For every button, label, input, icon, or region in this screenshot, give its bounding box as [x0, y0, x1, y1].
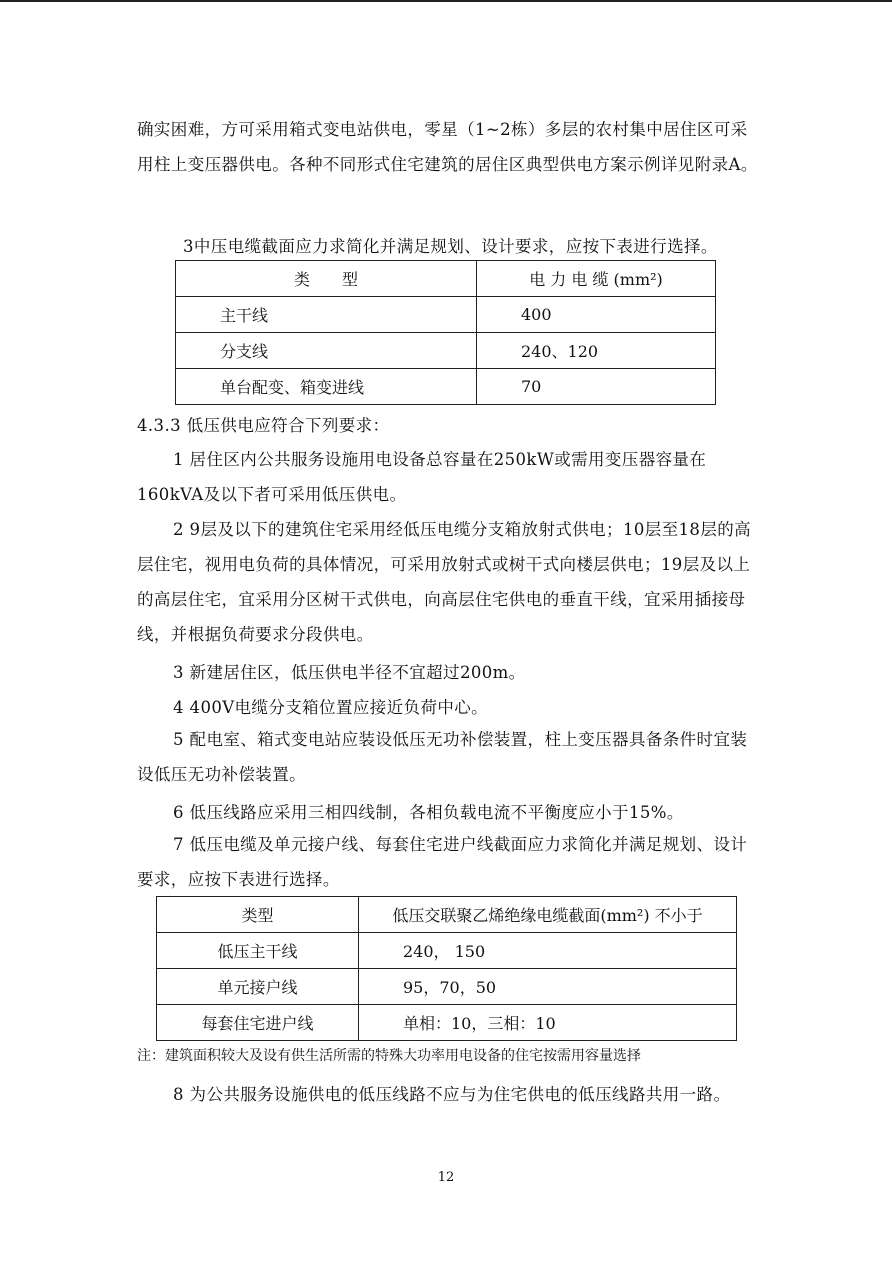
- paragraph-intro: 确实困难，方可采用箱式变电站供电，零星（1~2栋）多层的农村集中居住区可采用柱上变压器供电。各种不同形式住宅建筑的居住区典型供电方案示例详见附录A。: [137, 120, 758, 174]
- table-row: [176, 333, 716, 369]
- list-item-8: 8 为公共服务设施供电的低压线路不应与为住宅供电的低压线路共用一路。: [173, 1085, 731, 1104]
- table-cell-type: 单台配变、箱变进线: [176, 369, 477, 405]
- list-item-2: 2 9层及以下的建筑住宅采用经低压电缆分支箱放射式供电；10层至18层的高层住宅，视用电负荷的具体情况，可采用放射式或树干式向楼层供电；19层及以上的高层住宅，宜采用分区树干式供电，向高层住宅供电的垂直干线，宜采用插接母线，并根据负荷要求分段供电。: [137, 520, 752, 644]
- table-row: [157, 933, 737, 969]
- table-cell-type: 低压主干线: [157, 933, 359, 969]
- table-cell-value: 240、120: [477, 333, 716, 369]
- table-header-row: [176, 261, 716, 297]
- list-item-1: 1 居住区内公共服务设施用电设备总容量在250kW或需用变压器容量在160kVA及以下者可采用低压供电。: [137, 450, 707, 504]
- table-header-row: [157, 897, 737, 933]
- table-cell-value: 240， 150: [359, 933, 737, 969]
- list-item-6: 6 低压线路应采用三相四线制，各相负载电流不平衡度应小于15%。: [173, 803, 684, 822]
- table-cell-type: 单元接户线: [157, 969, 359, 1005]
- low-voltage-cable-table: [156, 896, 737, 1041]
- page-number: 12: [437, 1170, 455, 1185]
- list-item-4: 4 400V电缆分支箱位置应接近负荷中心。: [173, 698, 489, 717]
- table-cell-type: 分支线: [176, 333, 477, 369]
- table-cell-value: 95，70，50: [359, 969, 737, 1005]
- table-header-cable: 低压交联聚乙烯绝缘电缆截面(mm²) 不小于: [359, 897, 737, 933]
- table-header-cable: 电 力 电 缆 (mm²): [477, 261, 716, 297]
- page-top-border: [0, 0, 892, 2]
- table-cell-type: 每套住宅进户线: [157, 1005, 359, 1041]
- table-row: [176, 369, 716, 405]
- table-row: [176, 297, 716, 333]
- table-header-type: 类 型: [176, 261, 477, 297]
- table-row: [157, 1005, 737, 1041]
- table-cell-type: 主干线: [176, 297, 477, 333]
- table-cell-value: 400: [477, 297, 716, 333]
- table-note: 注：建筑面积较大及设有供生活所需的特殊大功率用电设备的住宅按需用容量选择: [137, 1048, 641, 1064]
- paragraph-medium-voltage: 3中压电缆截面应力求简化并满足规划、设计要求，应按下表进行选择。: [183, 237, 718, 256]
- table-cell-value: 70: [477, 369, 716, 405]
- list-item-7: 7 低压电缆及单元接户线、每套住宅进户线截面应力求简化并满足规划、设计要求，应按下表进行选择。: [137, 835, 748, 889]
- list-item-5: 5 配电室、箱式变电站应装设低压无功补偿装置，柱上变压器具备条件时宜装设低压无功补偿装置。: [137, 730, 748, 784]
- table-cell-value: 单相：10，三相：10: [359, 1005, 737, 1041]
- table-header-type: 类型: [157, 897, 359, 933]
- medium-voltage-cable-table: [175, 260, 716, 405]
- list-item-3: 3 新建居住区，低压供电半径不宜超过200m。: [173, 663, 526, 682]
- table-row: [157, 969, 737, 1005]
- section-heading: 4.3.3 低压供电应符合下列要求：: [137, 416, 390, 435]
